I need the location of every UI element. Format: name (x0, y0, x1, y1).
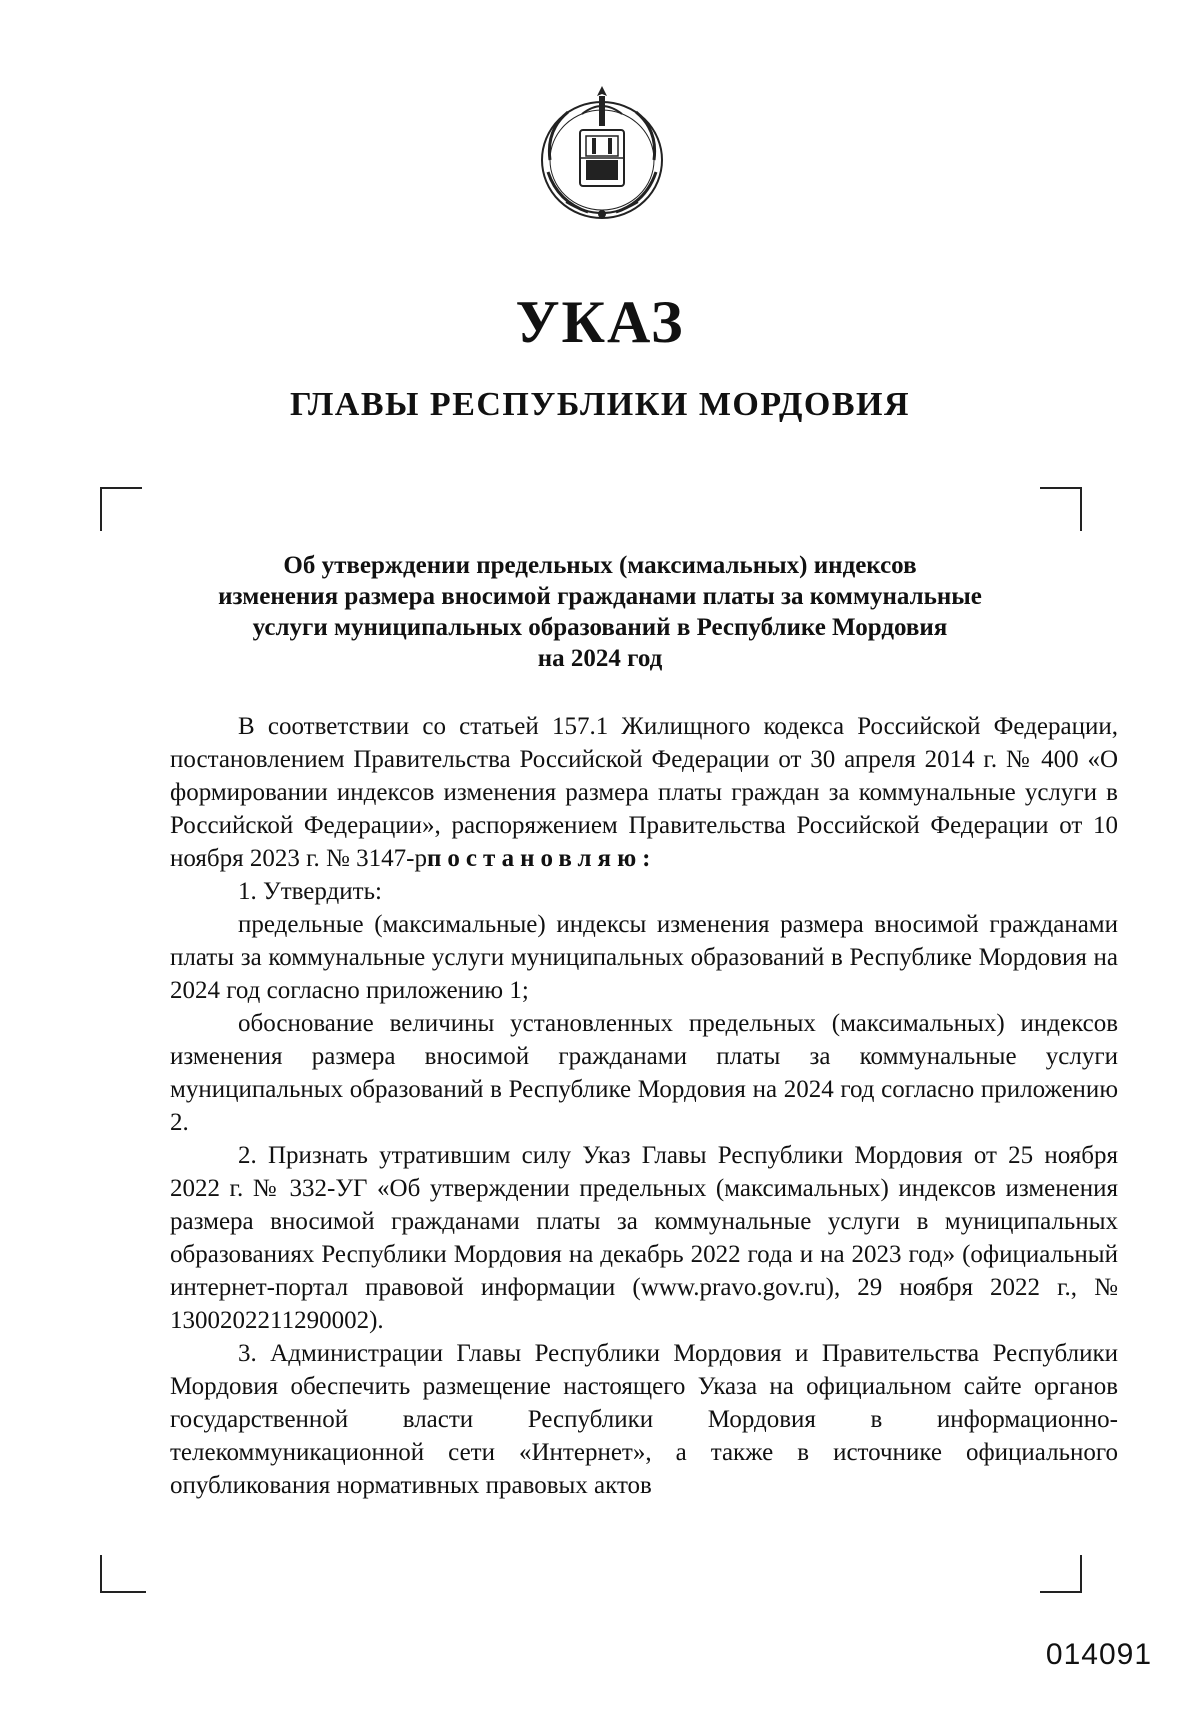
item-1a-paragraph: предельные (максимальные) индексы изменения размера вносимой гражданами платы за коммунальные услуги муниципальных образований в Республике Мордовия на 2024 год согласно приложению 1; (170, 911, 1118, 1004)
heading-line: Об утверждении предельных (максимальных) индексов (283, 552, 917, 579)
decree-word: постановляю: (426, 845, 657, 872)
corner-mark-top-right (1040, 487, 1082, 531)
document-title: УКАЗ (515, 289, 685, 355)
decree-body (170, 710, 1118, 1502)
coat-of-arms-icon (526, 82, 678, 230)
heading-line: изменения размера вносимой гражданами платы за коммунальные (218, 583, 982, 610)
item-2-paragraph: 2. Признать утратившим силу Указ Главы Республики Мордовия от 25 ноября 2022 г. № 332-УГ «Об утверждении предельных (максимальных) индексов изменения размера вносимой гражданами платы за коммунальные услуги в муниципальных образованиях Республики Мордовия на декабрь 2022 года и на 2023 год» (официальный интернет-портал правовой информации (www.pravo.gov.ru), 29 ноября 2022 г., № 1300202211290002). (170, 1142, 1118, 1334)
heading-line: на 2024 год (537, 645, 663, 672)
heading-line: услуги муниципальных образований в Республике Мордовия (252, 614, 948, 641)
corner-mark-top-left (100, 487, 142, 531)
document-subtitle: ГЛАВЫ РЕСПУБЛИКИ МОРДОВИЯ (289, 386, 911, 423)
preamble-paragraph (170, 710, 1118, 875)
preamble-text: В соответствии со статьей 157.1 Жилищного кодекса Российской Федерации, постановлением Правительства Российской Федерации от 30 апреля 2014 г. № 400 «О формировании индексов изменения размера платы граждан за коммунальные услуги в Российской Федерации», распоряжением Правительства Российской Федерации от 10 ноября 2023 г. № 3147-р (170, 713, 1118, 872)
corner-mark-bottom-right (1040, 1555, 1082, 1593)
serial-number: 014091 (1045, 1638, 1152, 1671)
item-1b-paragraph: обоснование величины установленных предельных (максимальных) индексов изменения размера вносимой гражданами платы за коммунальные услуги муниципальных образований в Республике Мордовия на 2024 год согласно приложению 2. (170, 1010, 1118, 1136)
corner-mark-bottom-left (100, 1555, 146, 1593)
item-1-title: 1. Утвердить: (238, 878, 382, 905)
item-3-paragraph: 3. Администрации Главы Республики Мордовия и Правительства Республики Мордовия обеспечить размещение настоящего Указа на официальном сайте органов государственной власти Республики Мордовия в информационно-телекоммуникационной сети «Интернет», а также в источнике официального опубликования нормативных правовых актов (170, 1340, 1118, 1499)
decree-heading (170, 550, 1030, 674)
